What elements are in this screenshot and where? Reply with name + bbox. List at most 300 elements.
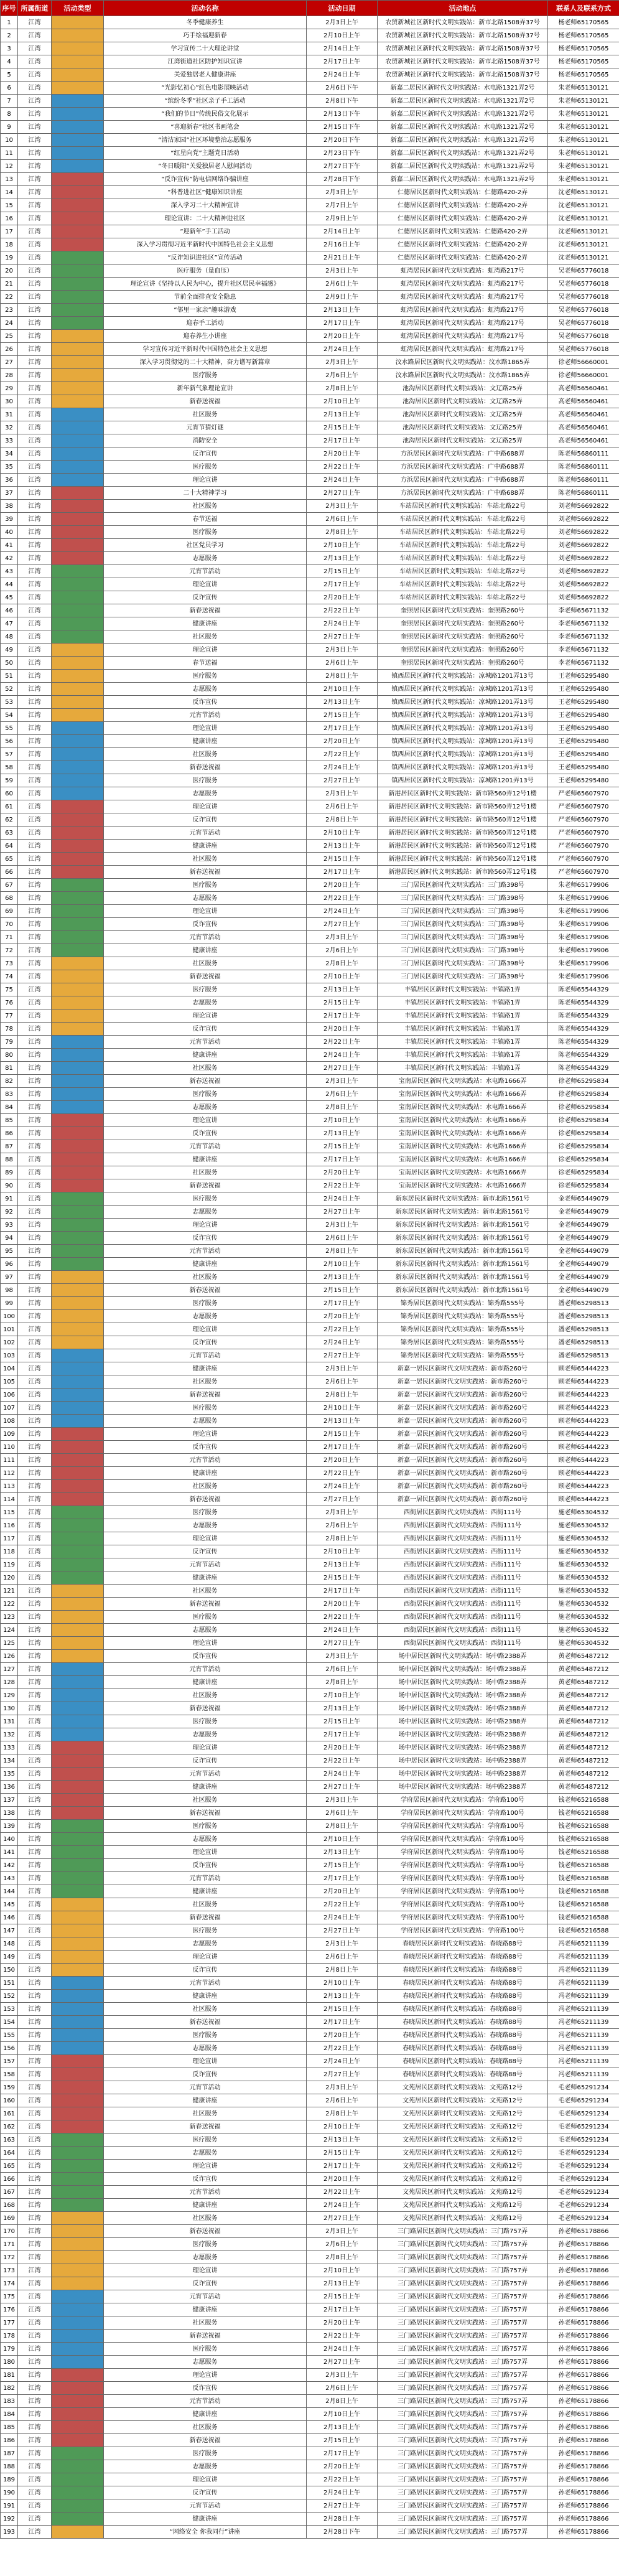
- cell-contact: 严老师65607970: [548, 866, 619, 879]
- cell-type: [52, 2486, 104, 2499]
- cell-type: [52, 2068, 104, 2081]
- cell-place: 学府居民区新时代文明实践站：学府路100号: [378, 1898, 548, 1911]
- cell-type: [52, 1676, 104, 1689]
- cell-area: 江湾: [18, 278, 52, 291]
- cell-no: 176: [1, 2303, 18, 2316]
- cell-place: 三门路居民区新时代文明实践站：三门路757弄: [378, 2395, 548, 2408]
- table-row: [1, 1441, 619, 1454]
- cell-type: [52, 1598, 104, 1611]
- cell-place: 仁德居民区新时代文明实践站：仁德路420-2弄: [378, 225, 548, 238]
- cell-date: 2月15日上午: [307, 1428, 378, 1441]
- cell-contact: 施老师65304532: [548, 1532, 619, 1545]
- cell-type: [52, 2081, 104, 2094]
- cell-area: 江湾: [18, 16, 52, 29]
- cell-contact: 施老师65304532: [548, 1637, 619, 1650]
- cell-date: 2月6日上午: [307, 800, 378, 813]
- cell-no: 153: [1, 2003, 18, 2016]
- cell-area: 江湾: [18, 2133, 52, 2147]
- cell-area: 江湾: [18, 42, 52, 55]
- cell-no: 44: [1, 578, 18, 591]
- cell-place: 车站居民区新时代文明实践站：车站北路22号: [378, 565, 548, 578]
- cell-contact: 孙老师65178866: [548, 2330, 619, 2343]
- cell-place: 学府居民区新时代文明实践站：学府路100号: [378, 1846, 548, 1859]
- cell-place: 场中居民区新时代文明实践站：场中路2388弄: [378, 1728, 548, 1741]
- cell-no: 56: [1, 735, 18, 748]
- cell-area: 江湾: [18, 395, 52, 408]
- cell-no: 65: [1, 853, 18, 866]
- cell-no: 78: [1, 1023, 18, 1036]
- cell-place: 车站居民区新时代文明实践站：车站北路22号: [378, 539, 548, 552]
- cell-type: [52, 735, 104, 748]
- cell-date: 2月6日上午: [307, 1375, 378, 1389]
- cell-date: 2月10日上午: [307, 1545, 378, 1558]
- cell-place: 春晓居民区新时代文明实践站：春晓路88号: [378, 1964, 548, 1977]
- cell-place: 虹湾居民区新时代文明实践站：虹湾路217号: [378, 278, 548, 291]
- cell-no: 113: [1, 1480, 18, 1493]
- cell-place: 新港居民区新时代文明实践站：新市路560弄12号1楼: [378, 853, 548, 866]
- cell-no: 61: [1, 800, 18, 813]
- cell-contact: 顾老师65444223: [548, 1441, 619, 1454]
- cell-place: 农贸新城社区新时代文明实践站：新市北路1508弄37号: [378, 55, 548, 68]
- cell-area: 江湾: [18, 1375, 52, 1389]
- cell-area: 江湾: [18, 1206, 52, 1219]
- cell-name: 医疗服务: [104, 1192, 307, 1206]
- cell-contact: 徐老师65295834: [548, 1127, 619, 1140]
- cell-place: 锦秀居民区新时代文明实践站：锦秀路555号: [378, 1349, 548, 1362]
- cell-area: 江湾: [18, 539, 52, 552]
- cell-date: 2月20日上午: [307, 1454, 378, 1467]
- cell-place: 新嘉二居民区新时代文明实践站：水电路1321弄2号: [378, 147, 548, 160]
- cell-name: 健康讲座: [104, 617, 307, 630]
- cell-date: 2月22日上午: [307, 604, 378, 617]
- cell-no: 168: [1, 2199, 18, 2212]
- cell-no: 89: [1, 1166, 18, 1179]
- cell-place: 西街居民区新时代文明实践站：西街111号: [378, 1571, 548, 1585]
- cell-contact: 朱老师65130121: [548, 173, 619, 186]
- cell-no: 161: [1, 2107, 18, 2120]
- cell-area: 江湾: [18, 761, 52, 774]
- cell-place: 春晓居民区新时代文明实践站：春晓路88号: [378, 2016, 548, 2029]
- cell-date: 2月22日上午: [307, 1898, 378, 1911]
- cell-place: 虹湾居民区新时代文明实践站：虹湾路217号: [378, 291, 548, 304]
- cell-no: 9: [1, 121, 18, 134]
- cell-no: 163: [1, 2133, 18, 2147]
- cell-place: 宝南居民区新时代文明实践站：水电路1666弄: [378, 1127, 548, 1140]
- cell-no: 45: [1, 591, 18, 604]
- cell-contact: 孙老师65178866: [548, 2421, 619, 2434]
- cell-name: 医疗服务: [104, 2133, 307, 2147]
- cell-area: 江湾: [18, 513, 52, 526]
- cell-date: 2月24日上午: [307, 474, 378, 487]
- table-row: [1, 539, 619, 552]
- cell-area: 江湾: [18, 173, 52, 186]
- cell-date: 2月27日上午: [307, 2499, 378, 2513]
- cell-date: 2月27日上午: [307, 1924, 378, 1937]
- table-row: [1, 1389, 619, 1402]
- cell-name: 健康讲座: [104, 1362, 307, 1375]
- cell-contact: 孙老师65178866: [548, 2408, 619, 2421]
- cell-place: 文苑居民区新时代文明实践站：文苑路12号: [378, 2107, 548, 2120]
- cell-date: 2月8日上午: [307, 1676, 378, 1689]
- table-row: [1, 604, 619, 617]
- cell-no: 43: [1, 565, 18, 578]
- table-row: [1, 1349, 619, 1362]
- cell-type: [52, 356, 104, 369]
- cell-date: 2月13日上午: [307, 1271, 378, 1284]
- cell-contact: 孙老师65178866: [548, 2303, 619, 2316]
- cell-date: 2月10日上午: [307, 2120, 378, 2133]
- cell-area: 江湾: [18, 918, 52, 931]
- cell-contact: 陈老师65544329: [548, 1036, 619, 1049]
- cell-place: 三门居民区新时代文明实践站：三门路398号: [378, 905, 548, 918]
- cell-type: [52, 1558, 104, 1571]
- cell-type: [52, 617, 104, 630]
- cell-no: 100: [1, 1310, 18, 1323]
- cell-area: 江湾: [18, 2068, 52, 2081]
- cell-area: 江湾: [18, 1480, 52, 1493]
- cell-place: 新嘉二居民区新时代文明实践站：水电路1321弄2号: [378, 121, 548, 134]
- cell-no: 131: [1, 1715, 18, 1728]
- table-row: [1, 787, 619, 800]
- cell-contact: 刘老师56692822: [548, 526, 619, 539]
- cell-date: 2月15日下午: [307, 121, 378, 134]
- cell-contact: 金老师65449079: [548, 1219, 619, 1232]
- cell-place: 镇西居民区新时代文明实践站：凉城路1201弄13号: [378, 696, 548, 709]
- table-row: [1, 1362, 619, 1375]
- cell-type: [52, 2173, 104, 2186]
- cell-name: 医疗服务: [104, 2238, 307, 2251]
- cell-place: 新港居民区新时代文明实践站：新市路560弄12号1楼: [378, 840, 548, 853]
- cell-type: [52, 1480, 104, 1493]
- cell-contact: 冯老师65211139: [548, 1964, 619, 1977]
- cell-name: 社区服务: [104, 1166, 307, 1179]
- cell-date: 2月24日上午: [307, 1192, 378, 1206]
- cell-type: [52, 2343, 104, 2356]
- cell-type: [52, 2526, 104, 2539]
- cell-name: “缤纷冬季”社区亲子手工活动: [104, 95, 307, 108]
- cell-place: 三门居民区新时代文明实践站：三门路398号: [378, 918, 548, 931]
- cell-place: 文苑居民区新时代文明实践站：文苑路12号: [378, 2186, 548, 2199]
- cell-date: 2月10日上午: [307, 1977, 378, 1990]
- cell-area: 江湾: [18, 1467, 52, 1480]
- cell-type: [52, 2264, 104, 2277]
- cell-type: [52, 1323, 104, 1336]
- cell-contact: 毛老师65291234: [548, 2160, 619, 2173]
- cell-contact: 孙老师65178866: [548, 2316, 619, 2330]
- cell-no: 159: [1, 2081, 18, 2094]
- cell-place: 文苑居民区新时代文明实践站：文苑路12号: [378, 2199, 548, 2212]
- cell-no: 122: [1, 1598, 18, 1611]
- cell-name: 健康讲座: [104, 1571, 307, 1585]
- cell-place: 学府居民区新时代文明实践站：学府路100号: [378, 1820, 548, 1833]
- cell-type: [52, 983, 104, 996]
- cell-date: 2月17日上午: [307, 1872, 378, 1885]
- cell-no: 173: [1, 2264, 18, 2277]
- cell-no: 95: [1, 1245, 18, 1258]
- cell-place: 场中居民区新时代文明实践站：场中路2388弄: [378, 1754, 548, 1768]
- cell-name: 理论宣讲: [104, 474, 307, 487]
- cell-place: 场中居民区新时代文明实践站：场中路2388弄: [378, 1781, 548, 1794]
- cell-name: 社区服务: [104, 1480, 307, 1493]
- cell-area: 江湾: [18, 2486, 52, 2499]
- table-row: [1, 134, 619, 147]
- cell-place: 西街居民区新时代文明实践站：西街111号: [378, 1624, 548, 1637]
- cell-type: [52, 1415, 104, 1428]
- table-row: [1, 382, 619, 395]
- cell-no: 185: [1, 2421, 18, 2434]
- cell-contact: 钱老师65216588: [548, 1885, 619, 1898]
- cell-area: 江湾: [18, 343, 52, 356]
- table-row: [1, 2068, 619, 2081]
- cell-type: [52, 513, 104, 526]
- table-row: [1, 565, 619, 578]
- cell-type: [52, 2382, 104, 2395]
- cell-no: 71: [1, 931, 18, 944]
- cell-date: 2月20日上午: [307, 735, 378, 748]
- cell-place: 方浜居民区新时代文明实践站：广中路688弄: [378, 461, 548, 474]
- cell-date: 2月3日上午: [307, 265, 378, 278]
- cell-area: 江湾: [18, 1794, 52, 1807]
- cell-date: 2月13日上午: [307, 1990, 378, 2003]
- cell-area: 江湾: [18, 996, 52, 1009]
- cell-date: 2月27日上午: [307, 1637, 378, 1650]
- cell-place: 三门路居民区新时代文明实践站：三门路757弄: [378, 2251, 548, 2264]
- cell-contact: 钱老师65216588: [548, 1911, 619, 1924]
- cell-area: 江湾: [18, 2408, 52, 2421]
- table-header-row: [1, 1, 619, 16]
- cell-place: 场中居民区新时代文明实践站：场中路2388弄: [378, 1663, 548, 1676]
- cell-contact: 潘老师65298513: [548, 1349, 619, 1362]
- cell-area: 江湾: [18, 199, 52, 212]
- table-row: [1, 147, 619, 160]
- cell-area: 江湾: [18, 2421, 52, 2434]
- cell-place: 西街居民区新时代文明实践站：西街111号: [378, 1506, 548, 1519]
- cell-place: 新嘉一居民区新时代文明实践站：新市路260号: [378, 1362, 548, 1375]
- cell-type: [52, 787, 104, 800]
- cell-place: 西街居民区新时代文明实践站：西街111号: [378, 1585, 548, 1598]
- cell-no: 114: [1, 1493, 18, 1506]
- cell-contact: 金老师65449079: [548, 1284, 619, 1297]
- cell-name: 社区服务: [104, 2421, 307, 2434]
- cell-place: 方浜居民区新时代文明实践站：广中路688弄: [378, 447, 548, 461]
- cell-date: 2月17日上午: [307, 578, 378, 591]
- cell-area: 江湾: [18, 644, 52, 657]
- table-row: [1, 16, 619, 29]
- cell-contact: 朱老师65179906: [548, 931, 619, 944]
- table-row: [1, 1088, 619, 1101]
- cell-name: 理论宣讲：二十大精神进社区: [104, 212, 307, 225]
- table-row: [1, 1702, 619, 1715]
- table-row: [1, 774, 619, 787]
- cell-no: 80: [1, 1049, 18, 1062]
- cell-type: [52, 1689, 104, 1702]
- cell-no: 38: [1, 500, 18, 513]
- cell-area: 江湾: [18, 552, 52, 565]
- cell-type: [52, 1127, 104, 1140]
- cell-place: 文苑居民区新时代文明实践站：文苑路12号: [378, 2173, 548, 2186]
- table-row: [1, 1179, 619, 1192]
- cell-date: 2月15日上午: [307, 2003, 378, 2016]
- cell-contact: 潘老师65298513: [548, 1297, 619, 1310]
- cell-area: 江湾: [18, 1415, 52, 1428]
- cell-no: 17: [1, 225, 18, 238]
- cell-type: [52, 42, 104, 55]
- table-row: [1, 1924, 619, 1937]
- cell-area: 江湾: [18, 2107, 52, 2120]
- cell-date: 2月3日上午: [307, 644, 378, 657]
- cell-contact: 高老师56560461: [548, 395, 619, 408]
- cell-contact: 李老师65671132: [548, 644, 619, 657]
- cell-type: [52, 2434, 104, 2447]
- cell-no: 3: [1, 42, 18, 55]
- cell-area: 江湾: [18, 1702, 52, 1715]
- table-row: [1, 1402, 619, 1415]
- table-row: [1, 1062, 619, 1075]
- cell-area: 江湾: [18, 238, 52, 251]
- cell-date: 2月22日上午: [307, 2473, 378, 2486]
- cell-no: 98: [1, 1284, 18, 1297]
- cell-place: 车站居民区新时代文明实践站：车站北路22号: [378, 513, 548, 526]
- cell-contact: 金老师65449079: [548, 1232, 619, 1245]
- cell-type: [52, 330, 104, 343]
- cell-place: 车站居民区新时代文明实践站：车站北路22号: [378, 500, 548, 513]
- cell-date: 2月8日上午: [307, 2251, 378, 2264]
- cell-date: 2月28日下午: [307, 173, 378, 186]
- cell-place: 文苑居民区新时代文明实践站：文苑路12号: [378, 2212, 548, 2225]
- cell-name: 理论宣讲: [104, 644, 307, 657]
- cell-place: 宝南居民区新时代文明实践站：水电路1666弄: [378, 1179, 548, 1192]
- cell-contact: 黄老师65487212: [548, 1754, 619, 1768]
- cell-place: 新嘉一居民区新时代文明实践站：新市路260号: [378, 1428, 548, 1441]
- cell-contact: 钱老师65216588: [548, 1859, 619, 1872]
- cell-type: [52, 447, 104, 461]
- table-row: [1, 2343, 619, 2356]
- cell-area: 江湾: [18, 186, 52, 199]
- cell-name: 元宵节活动: [104, 565, 307, 578]
- cell-type: [52, 2473, 104, 2486]
- cell-place: 池沟居民区新时代文明实践站：文辽路25弄: [378, 382, 548, 395]
- cell-name: 理论宣讲: [104, 2160, 307, 2173]
- cell-no: 101: [1, 1323, 18, 1336]
- cell-area: 江湾: [18, 1219, 52, 1232]
- cell-type: [52, 931, 104, 944]
- cell-no: 62: [1, 813, 18, 827]
- cell-no: 97: [1, 1271, 18, 1284]
- cell-date: 2月27日上午: [307, 2356, 378, 2369]
- table-row: [1, 1951, 619, 1964]
- cell-contact: 朱老师65130121: [548, 134, 619, 147]
- table-row: [1, 2133, 619, 2147]
- cell-name: 社区服务: [104, 630, 307, 644]
- cell-date: 2月13日上午: [307, 840, 378, 853]
- cell-type: [52, 186, 104, 199]
- cell-name: 新春送祝福: [104, 1389, 307, 1402]
- cell-area: 江湾: [18, 82, 52, 95]
- cell-type: [52, 2238, 104, 2251]
- cell-no: 94: [1, 1232, 18, 1245]
- cell-area: 江湾: [18, 1676, 52, 1689]
- cell-area: 江湾: [18, 1493, 52, 1506]
- cell-type: [52, 2016, 104, 2029]
- cell-no: 158: [1, 2068, 18, 2081]
- cell-area: 江湾: [18, 304, 52, 317]
- cell-name: 元宵节活动: [104, 827, 307, 840]
- cell-type: [52, 1781, 104, 1794]
- cell-contact: 钱老师65216588: [548, 1820, 619, 1833]
- cell-type: [52, 474, 104, 487]
- cell-name: 反诈宣传: [104, 2277, 307, 2290]
- cell-name: 反诈宣传: [104, 1127, 307, 1140]
- cell-place: 三门路居民区新时代文明实践站：三门路757弄: [378, 2513, 548, 2526]
- cell-contact: 吴老师65776018: [548, 304, 619, 317]
- cell-contact: 毛老师65291234: [548, 2147, 619, 2160]
- cell-area: 江湾: [18, 630, 52, 644]
- cell-contact: 孙老师65178866: [548, 2251, 619, 2264]
- cell-name: 巧手绘福迎新春: [104, 29, 307, 42]
- cell-date: 2月24日上午: [307, 1911, 378, 1924]
- table-row: [1, 1545, 619, 1558]
- table-row: [1, 1977, 619, 1990]
- cell-type: [52, 1650, 104, 1663]
- cell-date: 2月22日上午: [307, 2042, 378, 2055]
- cell-contact: 孙老师65178866: [548, 2460, 619, 2473]
- cell-contact: 吴老师65776018: [548, 330, 619, 343]
- cell-place: 方浜居民区新时代文明实践站：广中路688弄: [378, 487, 548, 500]
- table-row: [1, 1415, 619, 1428]
- cell-area: 江湾: [18, 1009, 52, 1023]
- cell-no: 146: [1, 1911, 18, 1924]
- cell-no: 127: [1, 1663, 18, 1676]
- table-row: [1, 840, 619, 853]
- cell-area: 江湾: [18, 2212, 52, 2225]
- cell-type: [52, 1493, 104, 1506]
- header-no: 序号: [1, 1, 18, 16]
- cell-place: 学府居民区新时代文明实践站：学府路100号: [378, 1794, 548, 1807]
- cell-place: 新东居民区新时代文明实践站：新市北路1561号: [378, 1192, 548, 1206]
- cell-date: 2月13日上午: [307, 1846, 378, 1859]
- cell-area: 江湾: [18, 526, 52, 539]
- cell-name: 理论宣讲: [104, 578, 307, 591]
- cell-type: [52, 2251, 104, 2264]
- cell-type: [52, 395, 104, 408]
- cell-no: 59: [1, 774, 18, 787]
- cell-contact: 徐老师65295834: [548, 1088, 619, 1101]
- cell-date: 2月20日上午: [307, 1598, 378, 1611]
- cell-no: 107: [1, 1402, 18, 1415]
- cell-no: 86: [1, 1127, 18, 1140]
- cell-no: 132: [1, 1728, 18, 1741]
- cell-contact: 冯老师65211139: [548, 2055, 619, 2068]
- cell-date: 2月3日上午: [307, 2081, 378, 2094]
- cell-place: 宝南居民区新时代文明实践站：水电路1666弄: [378, 1114, 548, 1127]
- cell-no: 103: [1, 1349, 18, 1362]
- cell-place: 宝南居民区新时代文明实践站：水电路1666弄: [378, 1166, 548, 1179]
- table-row: [1, 1127, 619, 1140]
- cell-name: 新春送祝福: [104, 2120, 307, 2133]
- table-row: [1, 630, 619, 644]
- cell-type: [52, 1872, 104, 1885]
- table-row: [1, 421, 619, 434]
- table-row: [1, 1271, 619, 1284]
- cell-type: [52, 2277, 104, 2290]
- cell-name: 反诈宣传: [104, 1023, 307, 1036]
- table-row: [1, 2029, 619, 2042]
- cell-contact: 刘老师56692822: [548, 591, 619, 604]
- table-row: [1, 1375, 619, 1389]
- cell-contact: 沈老师65130121: [548, 251, 619, 265]
- table-row: [1, 1571, 619, 1585]
- cell-name: 学习宣传二十大理论讲堂: [104, 42, 307, 55]
